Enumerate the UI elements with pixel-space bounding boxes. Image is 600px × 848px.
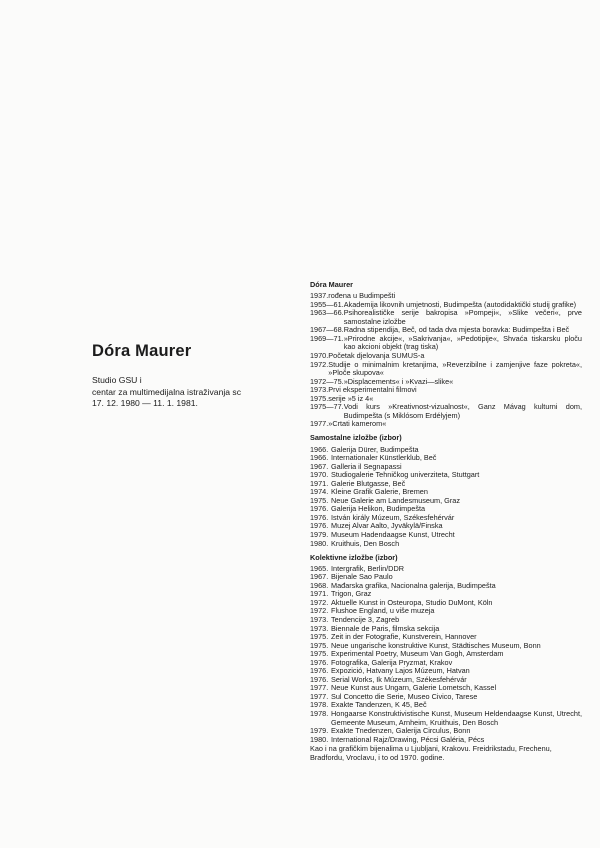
entry-year: 1977. bbox=[310, 683, 329, 693]
entry-text: Zeit in der Fotografie, Kunstverein, Hannover bbox=[331, 632, 477, 642]
list-item bbox=[310, 403, 582, 420]
entry-text: »Crtati kamerom« bbox=[328, 419, 387, 429]
entry-year: 1972. bbox=[310, 606, 329, 616]
list-item bbox=[310, 309, 582, 326]
entry-year: 1977. bbox=[310, 691, 329, 701]
solo-exhibitions-section bbox=[310, 434, 582, 548]
venue-subtitle: centar za multimedijalna istraživanja sc bbox=[92, 386, 242, 397]
entry-text: Internationaler Künstlerklub, Beč bbox=[331, 453, 437, 463]
entry-year: 1975. bbox=[310, 640, 329, 650]
list-item bbox=[310, 710, 582, 727]
entry-text: Bijenale Sao Paulo bbox=[331, 572, 393, 582]
entry-year: 1977. bbox=[310, 419, 329, 429]
solo-exhibitions-list bbox=[310, 446, 582, 549]
entry-text: Neue ungarische konstruktive Kunst, Städtisches Museum, Bonn bbox=[331, 640, 541, 650]
entry-text: Trigon, Graz bbox=[331, 589, 372, 599]
entry-year: 1971. bbox=[310, 589, 329, 599]
entry-text: Exakte Tnedenzen, Galerija Circulus, Bonn bbox=[331, 726, 471, 736]
entry-year: 1976. bbox=[310, 504, 329, 514]
entry-year: 1978. bbox=[310, 700, 329, 710]
entry-text: Exakte Tandenzen, K 45, Beč bbox=[331, 700, 427, 710]
entry-year: 1967—68. bbox=[310, 325, 344, 335]
entry-text: Flushoe England, u više muzeja bbox=[331, 606, 435, 616]
entry-text: Kruithuis, Den Bosch bbox=[331, 538, 400, 548]
entry-year: 1980. bbox=[310, 734, 329, 744]
entry-text: »Prirodne akcije«, »Sakrivanja«, »Pedotipije«, Shvaća tiskarsku ploču kao akcioni objekt (trag tiska) bbox=[343, 333, 582, 352]
venue-line: Studio GSU i bbox=[92, 375, 142, 385]
entry-text: Studije o minimalnim kretanjima, »Reverzibilne i zamjenjive faze pokreta«, »Ploče skupova« bbox=[328, 359, 582, 378]
entry-year: 1937. bbox=[310, 291, 329, 301]
entry-text: Experimental Poetry, Museum Van Gogh, Amsterdam bbox=[331, 649, 504, 659]
entry-year: 1972—75. bbox=[310, 376, 344, 386]
entry-year: 1967. bbox=[310, 461, 329, 471]
entry-year: 1973. bbox=[310, 615, 329, 625]
entry-year: 1976. bbox=[310, 512, 329, 522]
entry-text: Galerija Dürer, Budimpešta bbox=[331, 444, 419, 454]
entry-year: 1971. bbox=[310, 478, 329, 488]
entry-text: Galerija Helikon, Budimpešta bbox=[331, 504, 426, 514]
entry-text: serije »5 iz 4« bbox=[328, 393, 374, 403]
entry-text: Expozició, Hatvany Lajos Múzeum, Hatvan bbox=[331, 666, 470, 676]
entry-year: 1968. bbox=[310, 580, 329, 590]
group-exhibitions-heading: Kolektivne izložbe (izbor) bbox=[310, 552, 398, 562]
biennale-note: Kao i na grafičkim bijenalima u Ljubljani, Krakovu. Freidrikstadu, Frechenu, Bradfordu, Vroclavu, i to od 1970. godine. bbox=[310, 744, 552, 762]
entry-text: Radna stipendija, Beč, od tada dva mjesta boravka: Budimpešta i Beč bbox=[343, 325, 570, 335]
exhibition-info bbox=[92, 342, 282, 410]
entry-year: 1970. bbox=[310, 470, 329, 480]
entry-text: István király Múzeum, Székesfehérvár bbox=[331, 512, 455, 522]
biography-section bbox=[310, 281, 582, 429]
solo-exhibitions-heading: Samostalne izložbe (izbor) bbox=[310, 433, 402, 443]
entry-text: Galleria il Segnapassi bbox=[331, 461, 402, 471]
entry-text: Neue Kunst aus Ungarn, Galerie Lometsch, Kassel bbox=[331, 683, 497, 693]
entry-year: 1965. bbox=[310, 563, 329, 573]
entry-text: Psihorealističke serije bakropisa »Pompeji«, »Slike večeri«, prve samostalne izložbe bbox=[343, 308, 582, 326]
entry-text: Museum Hadendaagse Kunst, Utrecht bbox=[331, 530, 455, 539]
entry-text: Mađarska grafika, Nacionalna galerija, Budimpešta bbox=[331, 580, 496, 590]
entry-year: 1967. bbox=[310, 572, 329, 582]
list-item bbox=[310, 540, 582, 549]
entry-text: International Rajz/Drawing, Pécsi Galéria, Pécs bbox=[331, 734, 485, 744]
list-item bbox=[310, 335, 582, 352]
entry-year: 1979. bbox=[310, 530, 329, 539]
entry-text: rođena u Budimpešti bbox=[328, 291, 396, 301]
entry-year: 1976. bbox=[310, 657, 329, 667]
entry-text: »Displacements« i »Kvazi—slike« bbox=[343, 376, 454, 386]
entry-year: 1972. bbox=[310, 359, 329, 369]
entry-text: Hongaarse Konstruktivistische Kunst, Museum Heldendaagse Kunst, Utrecht, Gemeente Museum, Arnheim, Kruithuis, Den Bosch bbox=[331, 709, 582, 727]
entry-year: 1976. bbox=[310, 674, 329, 684]
entry-text: Serial Works, Ik Múzeum, Székesfehérvár bbox=[331, 674, 467, 684]
list-item bbox=[310, 361, 582, 378]
entry-text: Vodi kurs »Kreativnost-vizualnost«, Ganz Mávag kulturni dom, Budimpešta (s Miklósom Erdélyjem) bbox=[343, 402, 582, 420]
entry-text: Prvi eksperimentalni filmovi bbox=[328, 385, 417, 395]
entry-text: Studiogalerie Tehničkog univerziteta, Stuttgart bbox=[331, 470, 480, 480]
biography-column bbox=[310, 281, 582, 768]
biography-heading: Dóra Maurer bbox=[310, 280, 353, 289]
entry-year: 1980. bbox=[310, 538, 329, 548]
artist-name: Dóra Maurer bbox=[92, 342, 192, 360]
list-item bbox=[310, 736, 582, 745]
entry-year: 1979. bbox=[310, 726, 329, 736]
entry-year: 1975. bbox=[310, 649, 329, 659]
entry-year: 1963—66. bbox=[310, 308, 344, 318]
entry-text: Početak djelovanja SUMUS-a bbox=[328, 350, 425, 360]
group-exhibitions-list bbox=[310, 565, 582, 744]
entry-year: 1973. bbox=[310, 623, 329, 633]
entry-text: Fotografika, Galerija Pryzmat, Krakov bbox=[331, 657, 453, 667]
entry-year: 1976. bbox=[310, 666, 329, 676]
entry-year: 1969—71. bbox=[310, 333, 344, 343]
entry-text: Intergrafik, Berlin/DDR bbox=[331, 563, 404, 573]
entry-year: 1973. bbox=[310, 385, 329, 395]
entry-text: Muzej Alvar Aalto, Jyväkylä/Finska bbox=[331, 521, 443, 531]
entry-year: 1970. bbox=[310, 350, 329, 360]
entry-year: 1966. bbox=[310, 453, 329, 463]
entry-text: Akademija likovnih umjetnosti, Budimpešta (autodidaktički studij grafike) bbox=[343, 299, 577, 309]
entry-year: 1975. bbox=[310, 393, 329, 403]
entry-year: 1978. bbox=[310, 709, 329, 719]
entry-text: Biennale de Paris, filmska sekcija bbox=[331, 623, 440, 633]
biography-list bbox=[310, 292, 582, 429]
entry-text: Tendencije 3, Zagreb bbox=[331, 615, 400, 625]
entry-year: 1975. bbox=[310, 632, 329, 642]
entry-year: 1975. bbox=[310, 495, 329, 505]
entry-text: Galerie Blutgasse, Beč bbox=[331, 478, 406, 488]
entry-year: 1955—61. bbox=[310, 299, 344, 309]
entry-year: 1966. bbox=[310, 444, 329, 454]
exhibition-dates: 17. 12. 1980 — 11. 1. 1981. bbox=[92, 398, 198, 409]
entry-year: 1974. bbox=[310, 487, 329, 497]
entry-text: Aktuelle Kunst in Osteuropa, Studio DuMont, Köln bbox=[331, 597, 493, 607]
entry-text: Neue Galerie am Landesmuseum, Graz bbox=[331, 495, 460, 505]
entry-year: 1975—77. bbox=[310, 402, 344, 412]
list-item bbox=[310, 420, 582, 429]
entry-text: Sul Concetto die Serie, Museo Civico, Tarese bbox=[331, 691, 478, 701]
group-exhibitions-section bbox=[310, 554, 582, 763]
entry-text: Kleine Grafik Galerie, Bremen bbox=[331, 487, 428, 497]
entry-year: 1972. bbox=[310, 597, 329, 607]
entry-year: 1976. bbox=[310, 521, 329, 531]
